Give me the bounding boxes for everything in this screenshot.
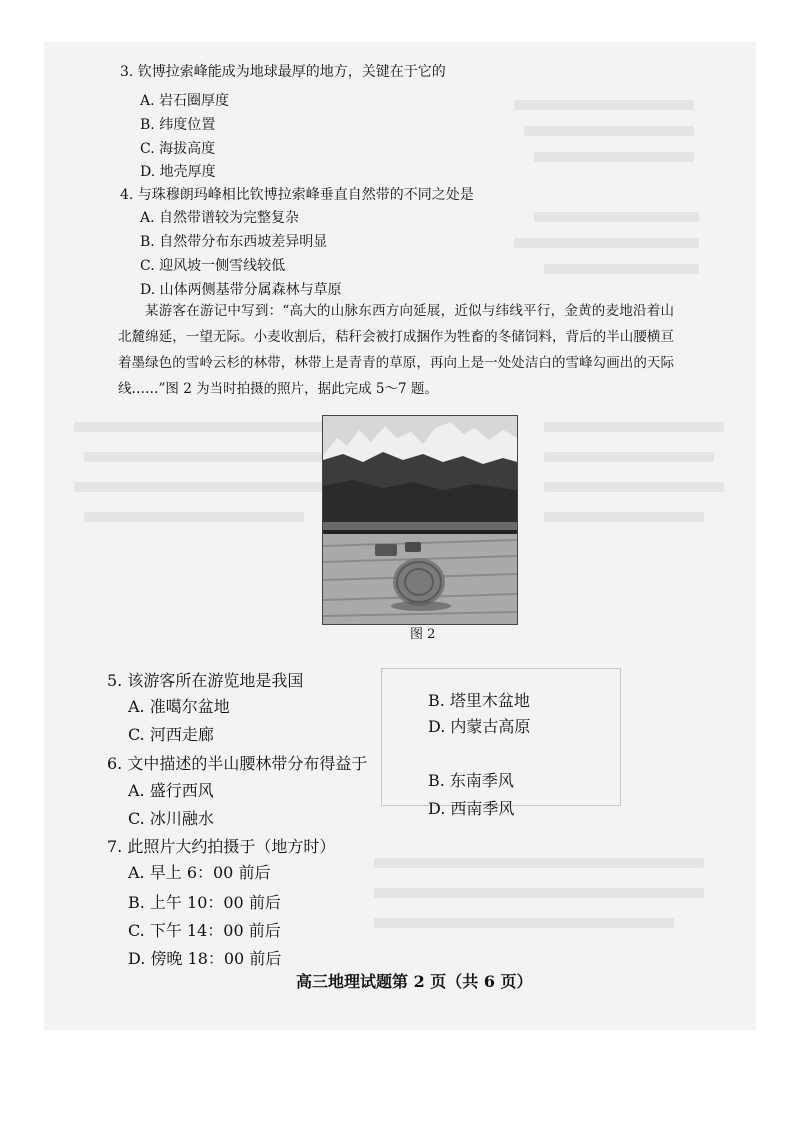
question-4-option-c: C. 迎风坡一侧雪线较低 — [140, 258, 286, 274]
figure-2-photo — [322, 415, 518, 625]
question-5-option-d: D. 内蒙古高原 — [428, 717, 531, 736]
show-through-text — [544, 264, 699, 274]
question-3-option-a: A. 岩石圈厚度 — [140, 93, 230, 109]
show-through-text — [544, 452, 714, 462]
show-through-text — [374, 918, 674, 928]
show-through-text — [374, 888, 704, 898]
reading-passage: 某游客在游记中写到：“高大的山脉东西方向延展，近似与纬线平行，金黄的麦地沿着山北麓绵延，一望无际。小麦收割后，秸秆会被打成捆作为牲畜的冬储饲料，背后的半山腰横亘着墨绿色的雪岭云杉的林带，林带上是青青的草原，再向上是一处处洁白的雪峰勾画出的天际线……”图 2 为当时拍摄的照片，据此完成 5～7 题。 — [118, 303, 674, 397]
question-3-option-d: D. 地壳厚度 — [140, 164, 216, 180]
question-6-option-a: A. 盛行西风 — [128, 781, 214, 800]
question-3-stem: 3. 钦博拉索峰能成为地球最厚的地方，关键在于它的 — [120, 64, 446, 80]
question-4-option-a: A. 自然带谱较为完整复杂 — [140, 210, 300, 226]
page-footer: 高三地理试题第 2 页（共 6 页） — [296, 972, 533, 991]
question-5-stem: 5. 该游客所在游览地是我国 — [107, 671, 304, 690]
question-4-option-d: D. 山体两侧基带分属森林与草原 — [140, 282, 342, 298]
show-through-text — [534, 152, 694, 162]
question-6-option-d: D. 西南季风 — [428, 799, 515, 818]
show-through-text — [524, 126, 694, 136]
show-through-text — [374, 858, 704, 868]
question-3-option-c: C. 海拔高度 — [140, 141, 216, 157]
question-3-option-b: B. 纬度位置 — [140, 117, 216, 133]
question-6-stem: 6. 文中描述的半山腰林带分布得益于 — [107, 754, 368, 773]
question-4-option-b: B. 自然带分布东西坡差异明显 — [140, 234, 328, 250]
question-7-option-b: B. 上午 10：00 前后 — [128, 893, 281, 912]
question-7-stem: 7. 此照片大约拍摄于（地方时） — [107, 837, 336, 856]
question-5-option-b: B. 塔里木盆地 — [428, 691, 530, 710]
figure-2-caption: 图 2 — [410, 627, 436, 642]
question-7-option-a: A. 早上 6：00 前后 — [128, 863, 271, 882]
question-7-option-d: D. 傍晚 18：00 前后 — [128, 949, 282, 968]
show-through-text — [514, 100, 694, 110]
show-through-text — [84, 512, 304, 522]
show-through-text — [544, 482, 724, 492]
show-through-text — [84, 452, 324, 462]
show-through-text — [74, 422, 324, 432]
question-6-option-c: C. 冰川融水 — [128, 809, 214, 828]
show-through-text — [544, 512, 704, 522]
question-4-stem: 4. 与珠穆朗玛峰相比钦博拉索峰垂直自然带的不同之处是 — [120, 187, 474, 203]
question-5-option-a: A. 准噶尔盆地 — [128, 697, 230, 716]
show-through-text — [74, 482, 324, 492]
question-7-option-c: C. 下午 14：00 前后 — [128, 921, 281, 940]
question-5-option-c: C. 河西走廊 — [128, 725, 214, 744]
show-through-text — [514, 238, 699, 248]
question-6-option-b: B. 东南季风 — [428, 771, 514, 790]
show-through-text — [534, 212, 699, 222]
show-through-text — [544, 422, 724, 432]
